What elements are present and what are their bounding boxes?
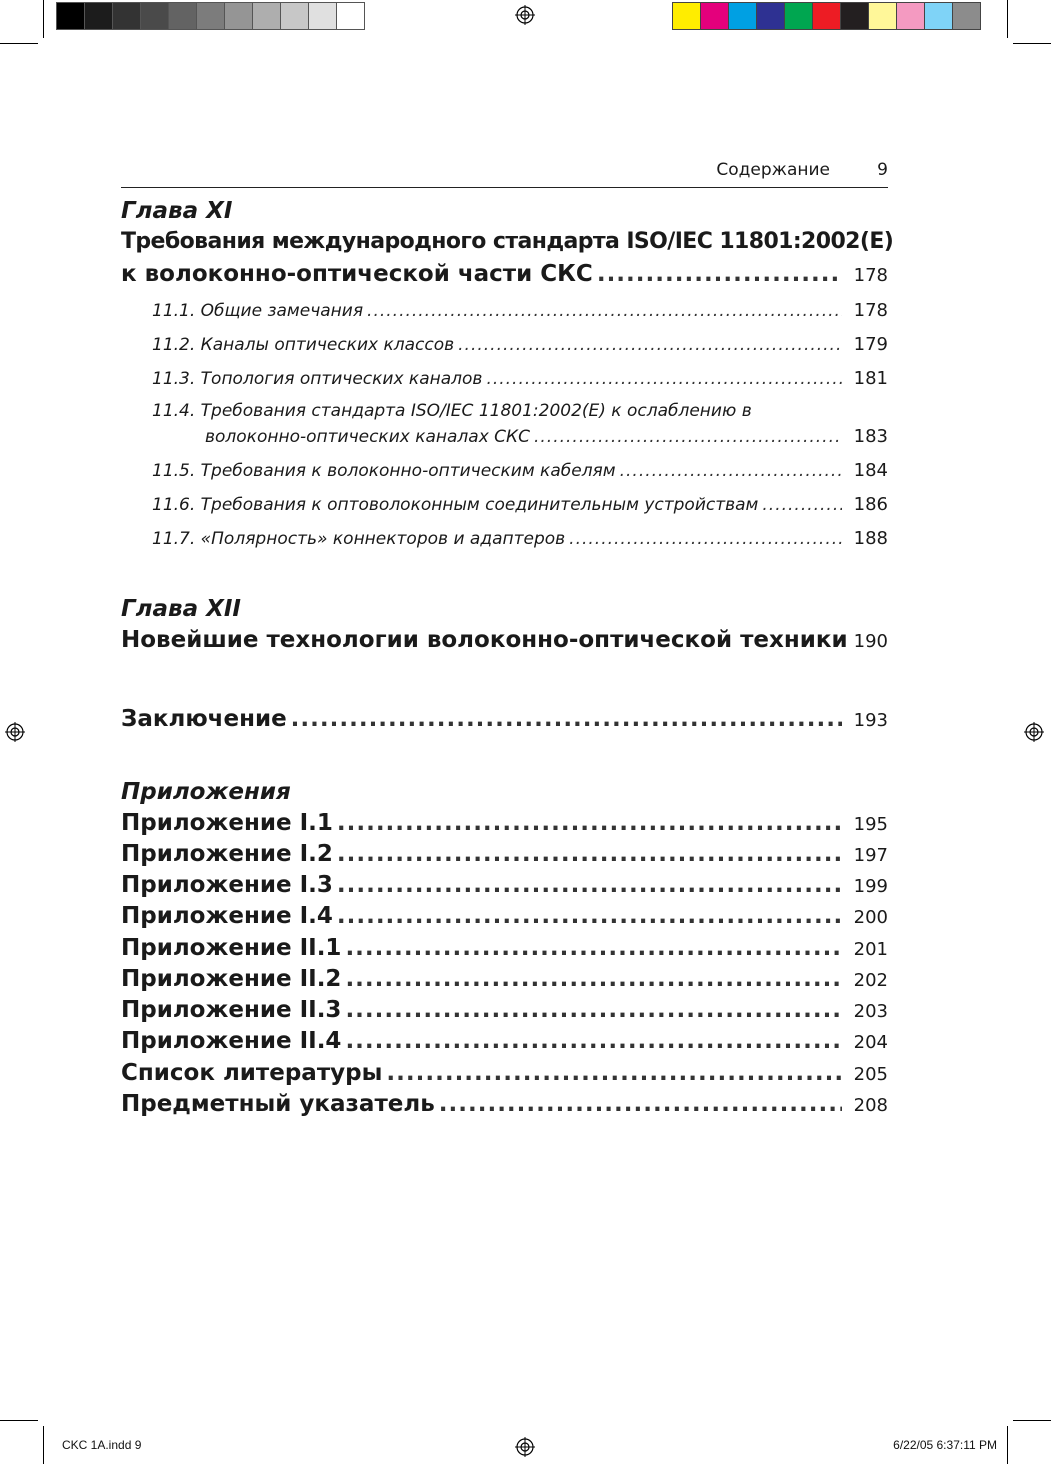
toc-subentry[interactable] [152,494,888,515]
calibration-swatch [952,2,981,30]
leader-dots [345,935,842,961]
calibration-swatch [168,2,197,30]
toc-subentry-line1[interactable] [152,401,888,421]
toc-entry[interactable] [121,997,888,1023]
toc-entry-label: 11.2. Каналы оптических классов [152,335,455,355]
leader-dots [345,1028,842,1054]
calibration-swatch [924,2,953,30]
toc-entry-page: 204 [853,1032,888,1053]
toc-entry[interactable] [121,1028,888,1054]
calibration-swatch [728,2,757,30]
crop-mark [1013,1420,1051,1421]
toc-entry-label: Предметный указатель [121,1091,435,1117]
calibration-swatch [224,2,253,30]
grayscale-calibration-bar [56,2,364,30]
color-calibration-bar [672,2,980,30]
leader-dots [458,335,842,355]
calibration-swatch [784,2,813,30]
toc-subentry[interactable] [152,528,888,549]
crop-mark [1007,1426,1008,1464]
calibration-swatch [840,2,869,30]
crop-mark [1007,0,1008,38]
toc-entry-page: 199 [853,876,888,897]
crop-mark [0,43,38,44]
leader-dots [569,529,842,549]
chapter-title: Требования международного стандарта ISO/IEC 11801:2002(E) [121,229,894,254]
leader-dots [367,301,842,321]
leader-dots [620,461,842,481]
toc-entry-page: 195 [853,814,888,835]
calibration-swatch [140,2,169,30]
registration-mark-icon [1024,722,1044,742]
page-number: 9 [877,160,888,180]
toc-entry-label: Новейшие технологии волоконно-оптической техники [121,627,848,653]
toc-entry-label: Приложение II.1 [121,935,342,961]
toc-subentry[interactable] [152,300,888,321]
toc-entry-label: Приложение II.4 [121,1028,342,1054]
toc-entry[interactable] [121,966,888,992]
toc-entry-label: Приложение I.3 [121,872,333,898]
toc-entry-label: 11.5. Требования к волоконно-оптическим кабелям [152,461,616,481]
calibration-swatch [700,2,729,30]
calibration-swatch [812,2,841,30]
toc-entry-page: 197 [853,845,888,866]
toc-entry-label: 11.7. «Полярность» коннекторов и адаптеров [152,529,566,549]
toc-entry-page: 200 [853,907,888,928]
toc-subentry-line2[interactable] [205,426,888,447]
running-header [121,160,888,188]
leader-dots [486,369,842,389]
toc-entry-page: 203 [853,1001,888,1022]
slug-timestamp: 6/22/05 6:37:11 PM [893,1438,997,1452]
chapter-label: Глава XII [121,596,241,622]
calibration-swatch [336,2,365,30]
toc-subentry[interactable] [152,334,888,355]
toc-entry-label: волоконно-оптических каналах СКС [205,427,530,447]
toc-entry[interactable] [121,1060,888,1086]
crop-mark [43,1426,44,1464]
leader-dots [337,810,842,836]
leader-dots [337,872,842,898]
toc-entry-label: Приложение II.3 [121,997,342,1023]
crop-mark [1013,43,1051,44]
toc-entry-label: Приложение II.2 [121,966,342,992]
toc-entry[interactable] [121,841,888,867]
toc-entry-page: 201 [853,939,888,960]
toc-entry-label: Приложение I.2 [121,841,333,867]
leader-dots [534,427,842,447]
toc-entry[interactable] [121,935,888,961]
calibration-swatch [868,2,897,30]
leader-dots [345,997,842,1023]
leader-dots [597,261,842,287]
chapter-label: Глава XI [121,198,233,224]
section-label: Приложения [121,779,291,805]
calibration-swatch [252,2,281,30]
toc-entry-label: к волоконно-оптической части СКС [121,261,593,287]
leader-dots [291,706,842,732]
toc-entry-label: 11.4. Требования стандарта ISO/IEC 11801:2002(E) к ослаблению в [152,401,752,421]
toc-entry-page: 202 [853,970,888,991]
toc-entry[interactable] [121,872,888,898]
toc-entry-page: 179 [853,334,888,355]
registration-mark-icon [515,5,535,25]
leader-dots [337,903,842,929]
calibration-swatch [308,2,337,30]
toc-entry-page: 178 [853,265,888,286]
calibration-swatch [280,2,309,30]
registration-mark-icon [5,722,25,742]
calibration-swatch [84,2,113,30]
toc-entry-page: 188 [853,528,888,549]
toc-entry-page: 186 [853,494,888,515]
toc-subentry[interactable] [152,368,888,389]
toc-entry-label: Список литературы [121,1060,383,1086]
toc-entry[interactable] [121,706,888,732]
toc-entry-label: 11.6. Требования к оптоволоконным соединительным устройствам [152,495,759,515]
calibration-swatch [896,2,925,30]
toc-entry[interactable] [121,903,888,929]
toc-entry-page: 183 [853,426,888,447]
calibration-swatch [672,2,701,30]
toc-entry-label: Заключение [121,706,287,732]
toc-entry-page: 178 [853,300,888,321]
slug-filename: CKC 1A.indd 9 [62,1438,142,1452]
registration-mark-icon [515,1437,535,1457]
leader-dots [345,966,842,992]
toc-entry[interactable] [121,627,888,653]
crop-mark [43,0,44,38]
calibration-swatch [756,2,785,30]
toc-entry-page: 205 [853,1064,888,1085]
toc-entry-page: 208 [853,1095,888,1116]
toc-entry-label: Приложение I.4 [121,903,333,929]
toc-entry-label: 11.3. Топология оптических каналов [152,369,483,389]
leader-dots [386,1060,842,1086]
toc-subentry[interactable] [152,460,888,481]
crop-mark [0,1420,38,1421]
toc-entry-page: 193 [853,710,888,731]
toc-entry-page: 184 [853,460,888,481]
toc-entry-label: Приложение I.1 [121,810,333,836]
calibration-swatch [196,2,225,30]
leader-dots [762,495,842,515]
toc-entry-page: 190 [853,631,888,652]
calibration-swatch [112,2,141,30]
section-title: Содержание [716,160,830,180]
toc-entry-page: 181 [853,368,888,389]
toc-entry[interactable] [121,810,888,836]
calibration-swatch [56,2,85,30]
leader-dots [439,1091,842,1117]
leader-dots [337,841,842,867]
toc-entry[interactable] [121,261,888,287]
toc-entry[interactable] [121,1091,888,1117]
toc-entry-label: 11.1. Общие замечания [152,301,364,321]
